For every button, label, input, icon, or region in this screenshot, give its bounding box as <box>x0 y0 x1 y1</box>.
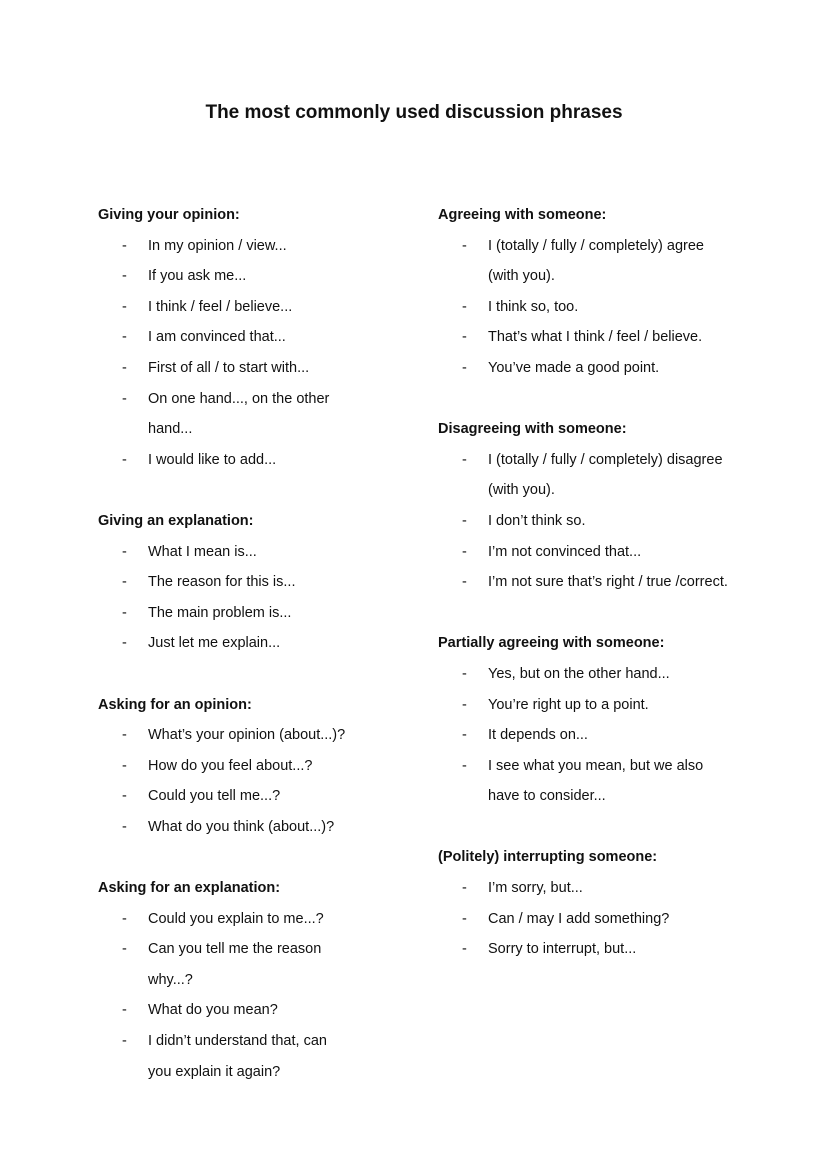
list-item <box>98 1026 348 1087</box>
section-heading: Agreeing with someone: <box>438 207 607 223</box>
list-item <box>438 904 728 935</box>
phrase-text: In my opinion / view... <box>148 237 287 254</box>
section-heading: Giving an explanation: <box>98 512 254 529</box>
list-item <box>98 995 348 1026</box>
list-item <box>98 904 348 935</box>
bullet-dash: - <box>462 880 467 897</box>
phrase-text: That’s what I think / feel / believe. <box>488 329 703 346</box>
bullet-dash: - <box>122 1002 127 1019</box>
bullet-dash: - <box>122 574 127 591</box>
phrase-list <box>438 445 768 598</box>
list-item <box>98 445 348 476</box>
bullet-dash: - <box>122 298 127 315</box>
phrase-text: I’m not sure that’s right / true /correct. <box>488 574 728 591</box>
phrase-text: First of all / to start with... <box>148 359 310 376</box>
phrase-list <box>98 720 428 842</box>
bullet-dash: - <box>462 696 467 713</box>
phrase-list <box>98 537 428 659</box>
bullet-dash: - <box>122 543 127 560</box>
list-item <box>98 322 348 353</box>
phrase-text: I (totally / fully / completely) agree (with you). <box>488 237 704 285</box>
phrase-text: Sorry to interrupt, but... <box>488 941 637 958</box>
bullet-dash: - <box>462 574 467 591</box>
bullet-dash: - <box>122 237 127 254</box>
list-item <box>438 506 728 537</box>
phrase-text: Can you tell me the reason why...? <box>148 941 322 988</box>
list-item <box>98 384 348 445</box>
phrase-text: Can / may I add something? <box>488 910 670 927</box>
phrase-text: The main problem is... <box>148 604 292 621</box>
phrase-text: Just let me explain... <box>148 635 281 652</box>
phrase-text: What I mean is... <box>148 543 257 560</box>
bullet-dash: - <box>462 359 467 376</box>
bullet-dash: - <box>122 604 127 621</box>
phrase-text: I (totally / fully / completely) disagree (with you). <box>488 451 723 499</box>
section-heading: Disagreeing with someone: <box>438 421 627 438</box>
list-item <box>438 751 728 812</box>
section-heading: Partially agreeing with someone: <box>438 635 665 652</box>
bullet-dash: - <box>462 941 467 958</box>
phrase-text: I would like to add... <box>148 451 277 468</box>
phrase-text: I am convinced that... <box>148 329 286 346</box>
section-asking-explanation <box>98 873 428 1087</box>
list-item <box>98 292 348 323</box>
bullet-dash: - <box>462 757 467 774</box>
section-heading: Asking for an opinion: <box>98 696 252 713</box>
bullet-dash: - <box>462 910 467 927</box>
phrase-text: The reason for this is... <box>148 574 296 591</box>
bullet-dash: - <box>122 635 127 652</box>
list-item <box>438 231 728 292</box>
list-item <box>98 628 348 659</box>
section-giving-opinion <box>98 200 428 475</box>
section-agreeing <box>438 200 768 384</box>
list-item <box>438 690 728 721</box>
phrase-list <box>438 873 768 965</box>
phrase-text: I think / feel / believe... <box>148 298 293 315</box>
list-item <box>98 751 348 782</box>
section-heading: Asking for an explanation: <box>98 880 281 897</box>
phrase-text: What’s your opinion (about...)? <box>148 727 346 744</box>
phrase-text: I think so, too. <box>488 298 579 315</box>
phrase-list <box>98 231 428 476</box>
phrase-text: I didn’t understand that, can you explain it again? <box>148 1033 327 1080</box>
bullet-dash: - <box>122 757 127 774</box>
bullet-dash: - <box>122 359 127 376</box>
section-heading: (Politely) interrupting someone: <box>438 849 658 866</box>
bullet-dash: - <box>462 329 467 346</box>
section-asking-opinion <box>98 690 428 843</box>
phrase-text: I don’t think so. <box>488 512 586 529</box>
list-item <box>438 659 728 690</box>
bullet-dash: - <box>122 818 127 835</box>
bullet-dash: - <box>462 543 467 560</box>
phrase-text: I see what you mean, but we also have to consider... <box>488 757 704 805</box>
list-item <box>98 720 348 751</box>
phrase-text: Could you tell me...? <box>148 788 281 805</box>
page-title: The most commonly used discussion phrases <box>205 102 623 123</box>
bullet-dash: - <box>462 665 467 682</box>
bullet-dash: - <box>122 788 127 805</box>
phrase-text: I’m not convinced that... <box>488 543 642 560</box>
list-item <box>98 598 348 629</box>
phrase-text: You’ve made a good point. <box>488 359 660 376</box>
bullet-dash: - <box>122 727 127 744</box>
bullet-dash: - <box>122 941 127 958</box>
phrase-list <box>438 659 768 812</box>
left-column <box>98 200 428 1118</box>
phrase-text: Could you explain to me...? <box>148 910 324 927</box>
bullet-dash: - <box>462 298 467 315</box>
list-item <box>438 292 728 323</box>
bullet-dash: - <box>462 727 467 744</box>
phrase-text: What do you mean? <box>148 1002 278 1019</box>
phrase-text: On one hand..., on the other hand... <box>148 390 330 438</box>
section-interrupting <box>438 842 768 964</box>
bullet-dash: - <box>122 451 127 468</box>
phrase-list <box>98 904 428 1088</box>
list-item <box>438 353 728 384</box>
bullet-dash: - <box>462 512 467 529</box>
phrase-text: You’re right up to a point. <box>488 696 649 713</box>
bullet-dash: - <box>122 329 127 346</box>
list-item <box>438 873 728 904</box>
section-partially-agreeing <box>438 628 768 812</box>
bullet-dash: - <box>122 1033 127 1050</box>
phrase-list <box>438 231 768 384</box>
phrase-text: What do you think (about...)? <box>148 818 335 835</box>
list-item <box>438 934 728 965</box>
list-item <box>98 567 348 598</box>
phrase-text: Yes, but on the other hand... <box>488 665 670 682</box>
list-item <box>98 353 348 384</box>
list-item <box>438 322 728 353</box>
bullet-dash: - <box>122 390 127 407</box>
list-item <box>438 537 728 568</box>
list-item <box>98 812 348 843</box>
list-item <box>98 781 348 812</box>
phrase-text: How do you feel about...? <box>148 757 313 774</box>
list-item <box>98 934 348 995</box>
list-item <box>98 537 348 568</box>
list-item <box>98 261 348 292</box>
list-item <box>438 720 728 751</box>
list-item <box>438 445 728 506</box>
section-disagreeing <box>438 414 768 598</box>
phrase-text: I’m sorry, but... <box>488 880 583 897</box>
list-item <box>438 567 728 598</box>
phrase-text: If you ask me... <box>148 268 247 285</box>
section-heading: Giving your opinion: <box>98 207 240 223</box>
section-giving-explanation <box>98 506 428 659</box>
bullet-dash: - <box>462 237 467 254</box>
list-item <box>98 231 348 262</box>
bullet-dash: - <box>462 451 467 468</box>
bullet-dash: - <box>122 910 127 927</box>
bullet-dash: - <box>122 268 127 285</box>
phrase-text: It depends on... <box>488 727 588 744</box>
right-column <box>438 200 768 995</box>
